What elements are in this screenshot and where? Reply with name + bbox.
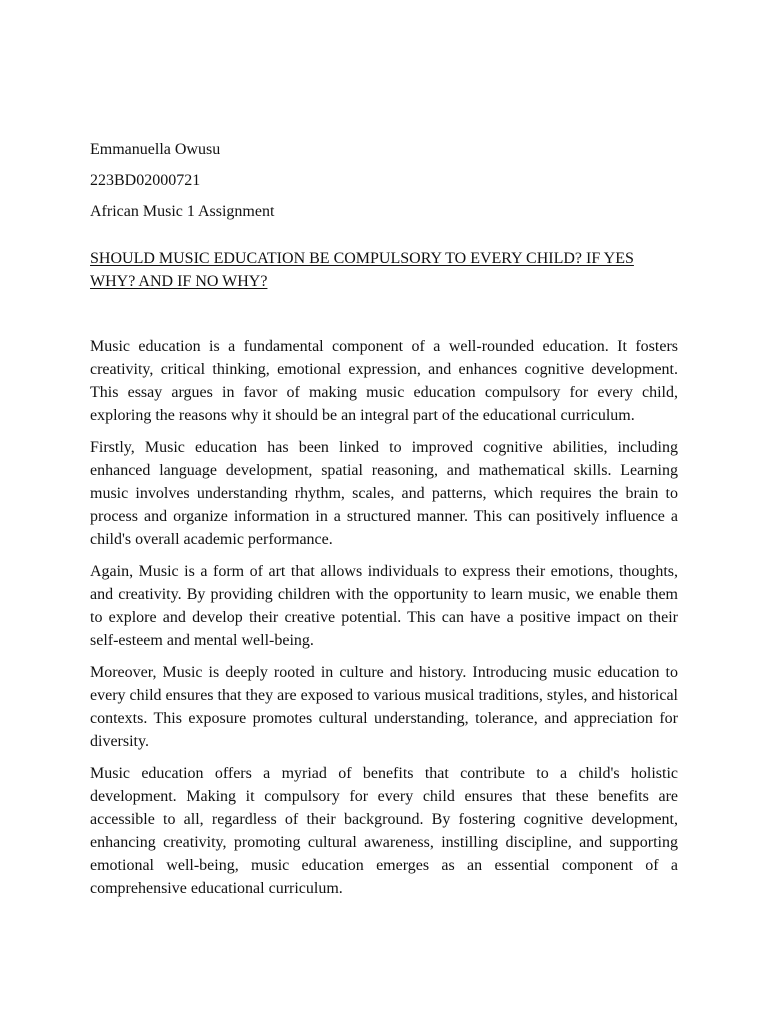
- essay-title: SHOULD MUSIC EDUCATION BE COMPULSORY TO EVERY CHILD? IF YES WHY? AND IF NO WHY?: [90, 250, 634, 290]
- author-name: Emmanuella Owusu: [90, 141, 221, 158]
- paragraph-creativity: Again, Music is a form of art that allows individuals to express their emotions, thoughts, and creativity. By providing children with the opportunity to learn music, we enable them to explore and develop their creative potential. This can have a positive impact on their self-esteem and mental well-being.: [90, 563, 678, 649]
- paragraph-culture: Moreover, Music is deeply rooted in culture and history. Introducing music education to every child ensures that they are exposed to various musical traditions, styles, and historical contexts. This exposure promotes cultural understanding, tolerance, and appreciation for diversity.: [90, 664, 678, 750]
- paragraph-intro: Music education is a fundamental component of a well-rounded education. It fosters creativity, critical thinking, emotional expression, and enhances cognitive development. This essay argues in favor of making music education compulsory for every child, exploring the reasons why it should be an integral part of the educational curriculum.: [90, 338, 678, 424]
- student-id: 223BD02000721: [90, 172, 201, 189]
- paragraph-cognitive: Firstly, Music education has been linked to improved cognitive abilities, including enhanced language development, spatial reasoning, and mathematical skills. Learning music involves understanding rhythm, scales, and patterns, which requires the brain to process and organize information in a structured manner. This can positively influence a child's overall academic performance.: [90, 439, 678, 548]
- paragraph-conclusion: Music education offers a myriad of benefits that contribute to a child's holistic development. Making it compulsory for every child ensures that these benefits are accessible to all, regardless of their background. By fostering cognitive development, enhancing creativity, promoting cultural awareness, instilling discipline, and supporting emotional well-being, music education emerges as an essential component of a comprehensive educational curriculum.: [90, 765, 678, 897]
- document-content: [90, 134, 678, 909]
- essay-body: [90, 335, 678, 900]
- course-name: African Music 1 Assignment: [90, 203, 275, 220]
